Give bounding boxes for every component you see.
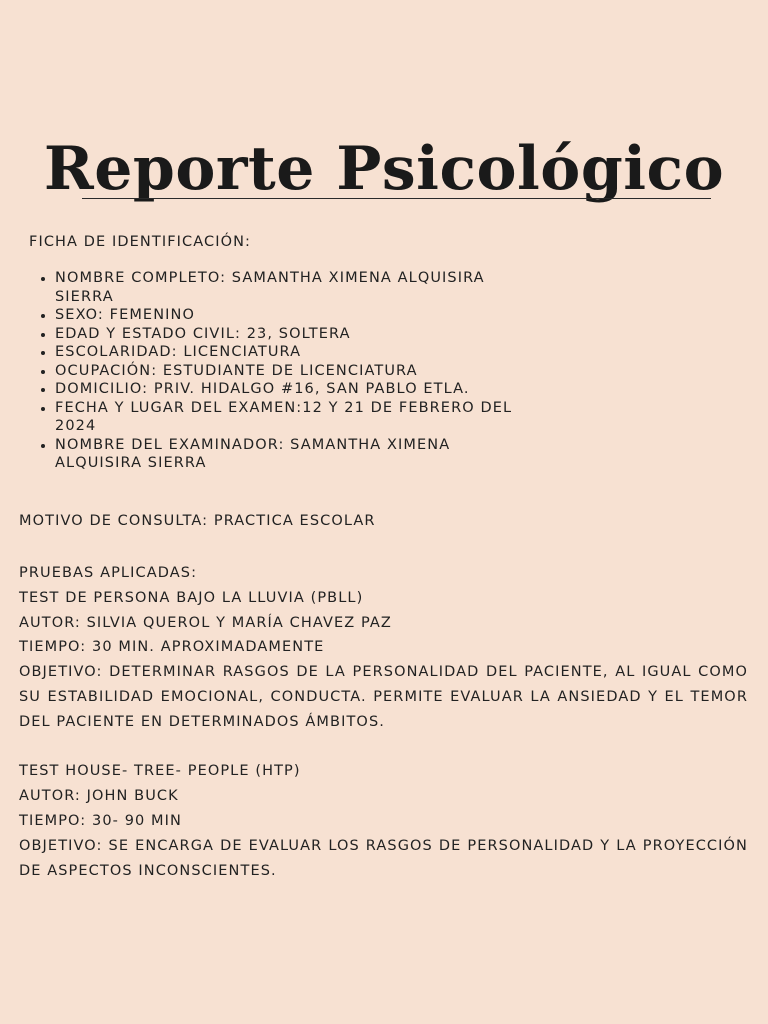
test-objetivo: OBJETIVO: DETERMINAR RASGOS DE LA PERSONALIDAD DEL PACIENTE, AL IGUAL COMO SU ESTABILIDAD EMOCIONAL, CONDUCTA. PERMITE EVALUAR LA ANSIEDAD Y EL TEMOR DEL PACIENTE EN DETERMINADOS ÁMBITOS. [19, 664, 748, 730]
list-item: • OCUPACIÓN: ESTUDIANTE DE LICENCIATURA [55, 362, 535, 381]
list-item: • FECHA Y LUGAR DEL EXAMEN:12 Y 21 DE FEBRERO DEL 2024 [55, 399, 535, 436]
page-title: Reporte Psicológico [43, 134, 725, 205]
test-autor: AUTOR: SILVIA QUEROL Y MARÍA CHAVEZ PAZ [19, 614, 392, 631]
list-item: • DOMICILIO: PRIV. HIDALGO #16, SAN PABLO ETLA. [55, 380, 535, 399]
title-divider [82, 198, 711, 199]
test-tiempo: TIEMPO: 30 MIN. APROXIMADAMENTE [19, 639, 325, 656]
list-item: • EDAD Y ESTADO CIVIL: 23, SOLTERA [55, 325, 535, 344]
list-item: • NOMBRE COMPLETO: SAMANTHA XIMENA ALQUISIRA SIERRA [55, 269, 535, 306]
list-item: • ESCOLARIDAD: LICENCIATURA [55, 343, 535, 362]
test-autor: AUTOR: JOHN BUCK [19, 788, 179, 805]
motivo-consulta: MOTIVO DE CONSULTA: PRACTICA ESCOLAR [19, 513, 376, 529]
section-spacer [19, 735, 748, 760]
test-name: TEST DE PERSONA BAJO LA LLUVIA (PBLL) [19, 589, 364, 606]
test-name: TEST HOUSE- TREE- PEOPLE (HTP) [19, 763, 301, 780]
list-item: • NOMBRE DEL EXAMINADOR: SAMANTHA XIMENA ALQUISIRA SIERRA [55, 436, 535, 473]
test-objetivo: OBJETIVO: SE ENCARGA DE EVALUAR LOS RASGOS DE PERSONALIDAD Y LA PROYECCIÓN DE ASPECTOS INCONSCIENTES. [19, 837, 748, 879]
test-tiempo: TIEMPO: 30- 90 MIN [19, 812, 182, 829]
ficha-heading: FICHA DE IDENTIFICACIÓN: [29, 234, 252, 250]
pruebas-section [19, 561, 748, 883]
list-item: • SEXO: FEMENINO [55, 306, 535, 325]
ficha-list [29, 269, 535, 473]
pruebas-heading: PRUEBAS APLICADAS: [19, 565, 198, 581]
